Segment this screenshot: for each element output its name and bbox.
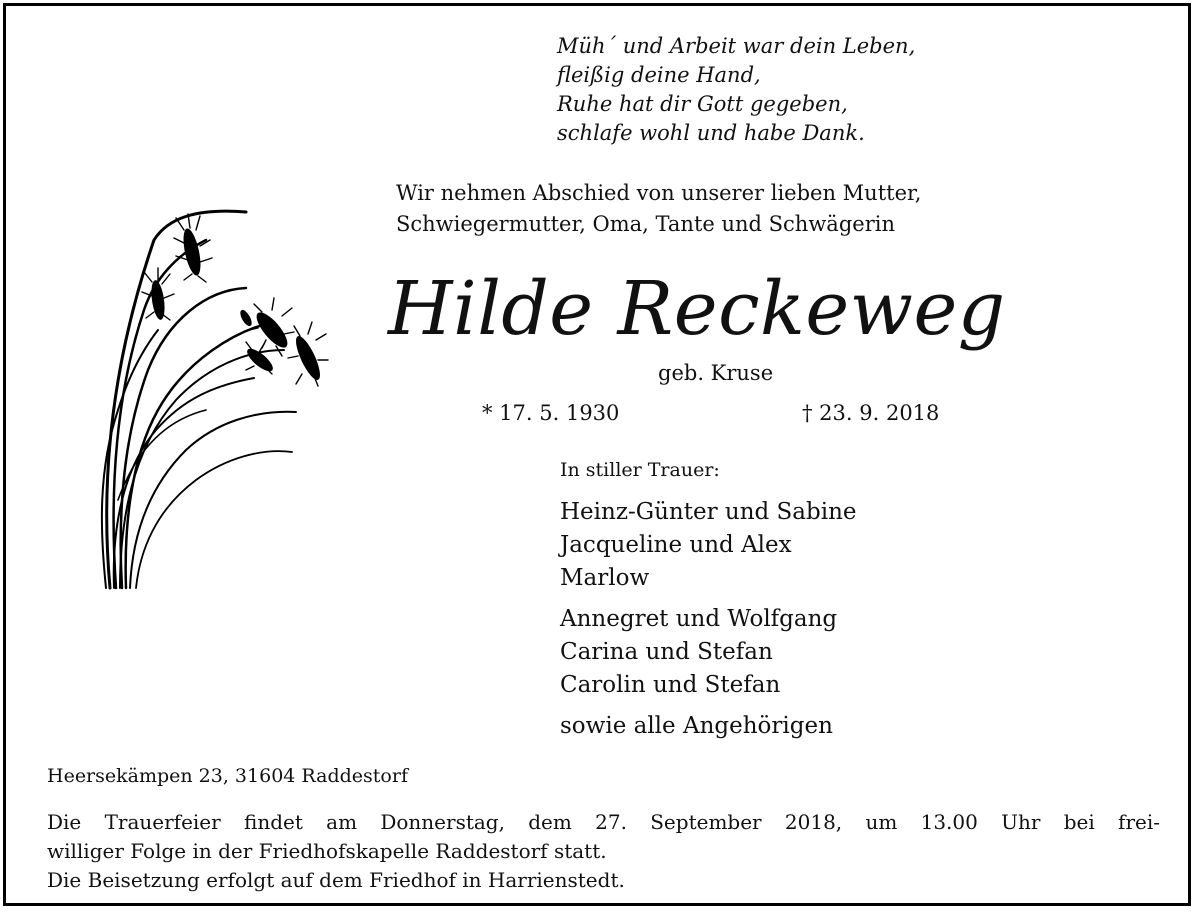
funeral-word: um — [865, 810, 898, 834]
funeral-word: bei — [1063, 810, 1095, 834]
wheat-ears-icon — [96, 200, 336, 592]
funeral-word: Uhr — [1001, 810, 1041, 834]
funeral-word: September — [650, 810, 762, 834]
poem-line: Müh´ und Arbeit war dein Leben, — [557, 34, 916, 58]
funeral-details — [47, 808, 1160, 895]
mourner-group — [560, 496, 857, 595]
poem — [557, 32, 915, 148]
mourner-name: sowie alle Angehörigen — [560, 713, 833, 739]
poem-line: Ruhe hat dir Gott gegeben, — [557, 92, 848, 116]
poem-line: fleißig deine Hand, — [557, 63, 761, 87]
funeral-word: Die — [47, 810, 82, 834]
funeral-word: Trauerfeier — [104, 810, 221, 834]
maiden-name: geb. Kruse — [658, 361, 774, 385]
mourner-group — [560, 603, 857, 702]
funeral-word: dem — [528, 810, 572, 834]
intro-line: Schwiegermutter, Oma, Tante und Schwägerin — [396, 212, 895, 236]
funeral-word: findet — [243, 810, 303, 834]
funeral-word: 2018, — [784, 810, 843, 834]
funeral-line-3: Die Beisetzung erfolgt auf dem Friedhof in Harrienstedt. — [47, 868, 625, 892]
mourner-name: Carina und Stefan — [560, 639, 773, 665]
birth-date: * 17. 5. 1930 — [482, 401, 620, 425]
mourner-group — [560, 710, 857, 743]
mourner-name: Marlow — [560, 565, 650, 591]
mourners-list — [560, 496, 857, 751]
mourner-name: Heinz-Günter und Sabine — [560, 499, 857, 525]
funeral-word: am — [326, 810, 358, 834]
mourner-name: Jacqueline und Alex — [560, 532, 792, 558]
funeral-word: 13.00 — [920, 810, 978, 834]
mourner-name: Annegret und Wolfgang — [560, 606, 838, 632]
farewell-intro — [396, 178, 921, 240]
funeral-word: frei- — [1118, 810, 1160, 834]
death-date: † 23. 9. 2018 — [802, 401, 940, 425]
address: Heersekämpen 23, 31604 Raddestorf — [47, 765, 408, 787]
funeral-word: Donnerstag, — [380, 810, 505, 834]
mourning-label: In stiller Trauer: — [560, 459, 720, 481]
funeral-word: 27. — [595, 810, 627, 834]
intro-line: Wir nehmen Abschied von unserer lieben Mutter, — [396, 181, 922, 205]
poem-line: schlafe wohl und habe Dank. — [557, 121, 865, 145]
funeral-line-2: williger Folge in der Friedhofskapelle Raddestorf statt. — [47, 839, 607, 863]
mourner-name: Carolin und Stefan — [560, 672, 781, 698]
funeral-line-1 — [47, 808, 1160, 837]
deceased-name: Hilde Reckeweg — [388, 266, 1006, 352]
